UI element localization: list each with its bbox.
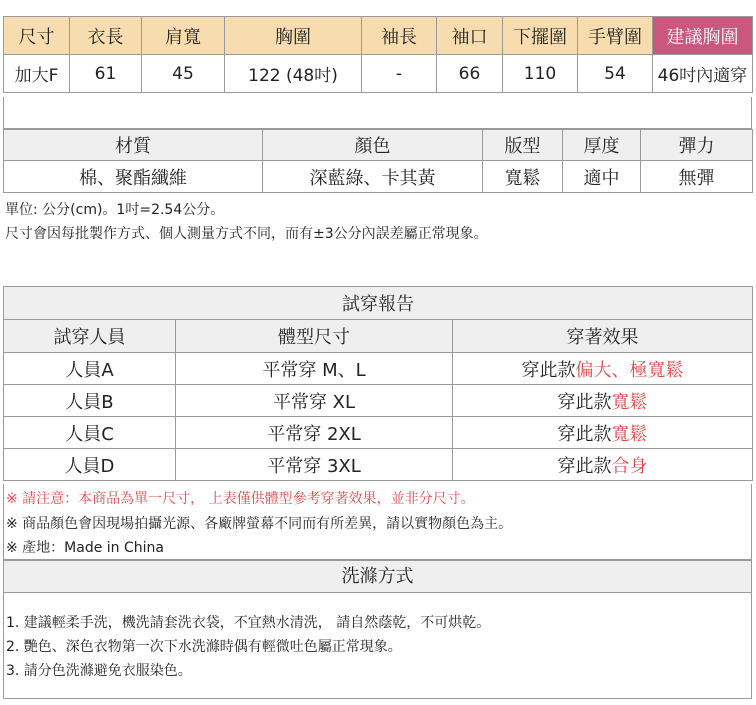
material-header-row [4,130,753,161]
size-cell: 46吋內適穿 [653,55,753,93]
trial-size: 平常穿 2XL [176,417,453,449]
trial-row [4,353,753,385]
trial-effect [453,417,753,449]
size-cell: - [362,55,437,93]
material-cell: 深藍綠、卡其黃 [263,161,483,193]
color-note: ※ 商品顏色會因現場拍攝光源、各廠牌螢幕不同而有所差異，請以實物顏色為主。 [6,516,513,532]
size-table [3,16,753,93]
material-header-cell: 彈力 [641,130,753,161]
effect-prefix: 穿此款 [557,391,612,413]
size-cell: 加大F [4,55,70,93]
effect-highlight: 寬鬆 [611,391,648,413]
trial-effect [453,449,753,481]
size-cell: 54 [578,55,653,93]
origin-note: ※ 產地：Made in China [6,540,164,556]
effect-highlight: 寬鬆 [611,423,648,445]
size-cell: 122 (48吋) [225,55,362,93]
trial-header-cell: 試穿人員 [4,320,176,353]
blank-spacer-row [3,97,752,129]
trial-person: 人員A [4,353,176,385]
trial-row [4,385,753,417]
measurement-note: 尺寸會因每批製作方式、個人測量方式不同，而有±3公分內誤差屬正常現象。 [5,226,488,242]
trial-row [4,449,753,481]
size-header-cell: 肩寬 [142,17,225,55]
size-header-cell: 衣長 [70,17,142,55]
trial-effect [453,385,753,417]
effect-highlight: 偏大、極寬鬆 [575,359,684,381]
material-header-cell: 顏色 [263,130,483,161]
size-cell: 61 [70,55,142,93]
size-header-cell: 下擺圍 [503,17,578,55]
washing-item: 2. 艷色、深色衣物第一次下水洗滌時偶有輕微吐色屬正常現象。 [6,639,402,655]
trial-report-title-row [4,287,753,320]
trial-report-title: 試穿報告 [4,287,753,320]
trial-size: 平常穿 M、L [176,353,453,385]
trial-report-table [3,286,753,481]
effect-prefix: 穿此款 [557,455,612,477]
trial-person: 人員D [4,449,176,481]
size-data-row [4,55,753,93]
trial-effect [453,353,753,385]
trial-size: 平常穿 XL [176,385,453,417]
material-cell: 棉、聚酯纖維 [4,161,263,193]
material-header-cell: 版型 [483,130,563,161]
recommended-chest-header: 建議胸圍 [653,17,753,55]
trial-person: 人員C [4,417,176,449]
washing-item: 3. 請分色洗滌避免衣服染色。 [6,663,192,679]
material-header-cell: 材質 [4,130,263,161]
size-header-cell: 袖長 [362,17,437,55]
trial-size: 平常穿 3XL [176,449,453,481]
effect-prefix: 穿此款 [557,423,612,445]
size-cell: 45 [142,55,225,93]
size-header-cell: 胸圍 [225,17,362,55]
unit-note: 單位: 公分(cm)。1吋=2.54公分。 [5,202,225,218]
size-cell: 110 [503,55,578,93]
material-cell: 寬鬆 [483,161,563,193]
size-cell: 66 [437,55,503,93]
material-cell: 適中 [563,161,641,193]
effect-highlight: 合身 [611,455,648,477]
trial-row [4,417,753,449]
size-header-cell: 尺寸 [4,17,70,55]
washing-title: 洗滌方式 [3,560,752,593]
trial-header-row [4,320,753,353]
material-cell: 無彈 [641,161,753,193]
washing-item: 1. 建議輕柔手洗，機洗請套洗衣袋，不宜熱水清洗， 請自然蔭乾，不可烘乾。 [6,615,491,631]
material-header-cell: 厚度 [563,130,641,161]
size-header-cell: 手臂圍 [578,17,653,55]
trial-header-cell: 體型尺寸 [176,320,453,353]
trial-header-cell: 穿著效果 [453,320,753,353]
size-header-cell: 袖口 [437,17,503,55]
effect-prefix: 穿此款 [521,359,576,381]
trial-person: 人員B [4,385,176,417]
size-header-row [4,17,753,55]
single-size-warning: ※ 請注意：本商品為單一尺寸， 上表僅供體型參考穿著效果，並非分尺寸。 [6,491,475,507]
material-data-row [4,161,753,193]
material-table [3,129,753,193]
